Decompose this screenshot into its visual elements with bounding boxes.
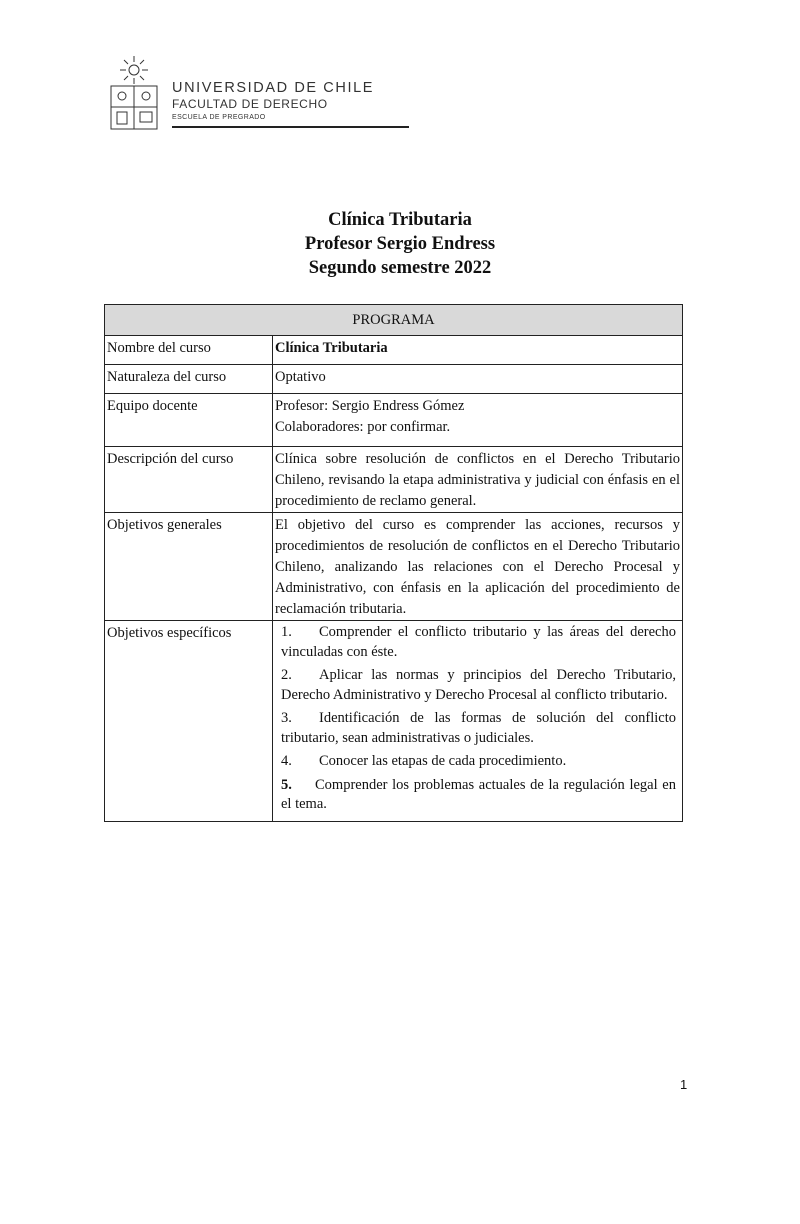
row-label: Objetivos generales [105, 513, 273, 621]
table-header-row [105, 305, 683, 336]
list-item [281, 666, 676, 705]
item-number: 5. [281, 776, 292, 793]
program-table [104, 304, 683, 822]
item-number: 3. [281, 710, 292, 726]
professor-line: Profesor: Sergio Endress Gómez [275, 398, 465, 414]
table-row [105, 621, 683, 822]
university-seal-icon [110, 54, 158, 130]
general-objectives-value: El objetivo del curso es comprender las acciones, recursos y procedimientos de resolución de conflictos en el Derecho Tributario Chileno, analizando las relaciones con el Derecho Procesal y Administrativo, con énfasis en la aplicación del procedimiento de reclamación tributaria. [273, 513, 683, 621]
item-text: Comprender el conflicto tributario y las áreas del derecho vinculadas con éste. [281, 624, 676, 660]
item-text: Identificación de las formas de solución del conflicto tributario, sean administrativas o judiciales. [281, 710, 676, 746]
school-name: ESCUELA DE PREGRADO [172, 114, 266, 121]
specific-objectives-list [275, 623, 680, 821]
teaching-team-value [273, 394, 683, 447]
list-item [281, 623, 676, 662]
table-row [105, 447, 683, 513]
specific-objectives-value [273, 621, 683, 822]
row-label: Nombre del curso [105, 336, 273, 365]
course-nature-value: Optativo [273, 365, 683, 394]
list-item [281, 709, 676, 748]
item-number: 1. [281, 624, 292, 640]
list-item [281, 776, 676, 815]
row-label: Naturaleza del curso [105, 365, 273, 394]
table-row [105, 513, 683, 621]
course-description-value: Clínica sobre resolución de conflictos en el Derecho Tributario Chileno, revisando la etapa administrativa y judicial con énfasis en el procedimiento de reclamo general. [273, 447, 683, 513]
row-label: Descripción del curso [105, 447, 273, 513]
professor-title: Profesor Sergio Endress [304, 234, 496, 254]
faculty-name: FACULTAD DE DERECHO [172, 97, 328, 111]
university-name: UNIVERSIDAD DE CHILE [172, 80, 375, 96]
university-logo [108, 50, 375, 132]
semester-title: Segundo semestre 2022 [308, 258, 492, 278]
document-title [0, 208, 800, 280]
item-text: Comprender los problemas actuales de la regulación legal en el tema. [281, 776, 676, 812]
collaborators-line: Colaboradores: por confirmar. [275, 419, 451, 435]
course-title: Clínica Tributaria [328, 210, 472, 230]
item-number: 4. [281, 753, 292, 769]
page-number: 1 [680, 1077, 688, 1092]
header-divider [172, 126, 409, 128]
row-label: Equipo docente [105, 394, 273, 447]
row-label: Objetivos específicos [105, 621, 273, 822]
table-row [105, 365, 683, 394]
item-text: Conocer las etapas de cada procedimiento. [319, 753, 567, 769]
item-text: Aplicar las normas y principios del Derecho Tributario, Derecho Administrativo y Derecho Procesal al conflicto tributario. [281, 667, 676, 703]
item-number: 2. [281, 667, 292, 683]
table-row [105, 336, 683, 365]
course-name-value: Clínica Tributaria [273, 336, 683, 365]
table-header: PROGRAMA [105, 305, 683, 336]
list-item [281, 752, 676, 772]
table-row [105, 394, 683, 447]
